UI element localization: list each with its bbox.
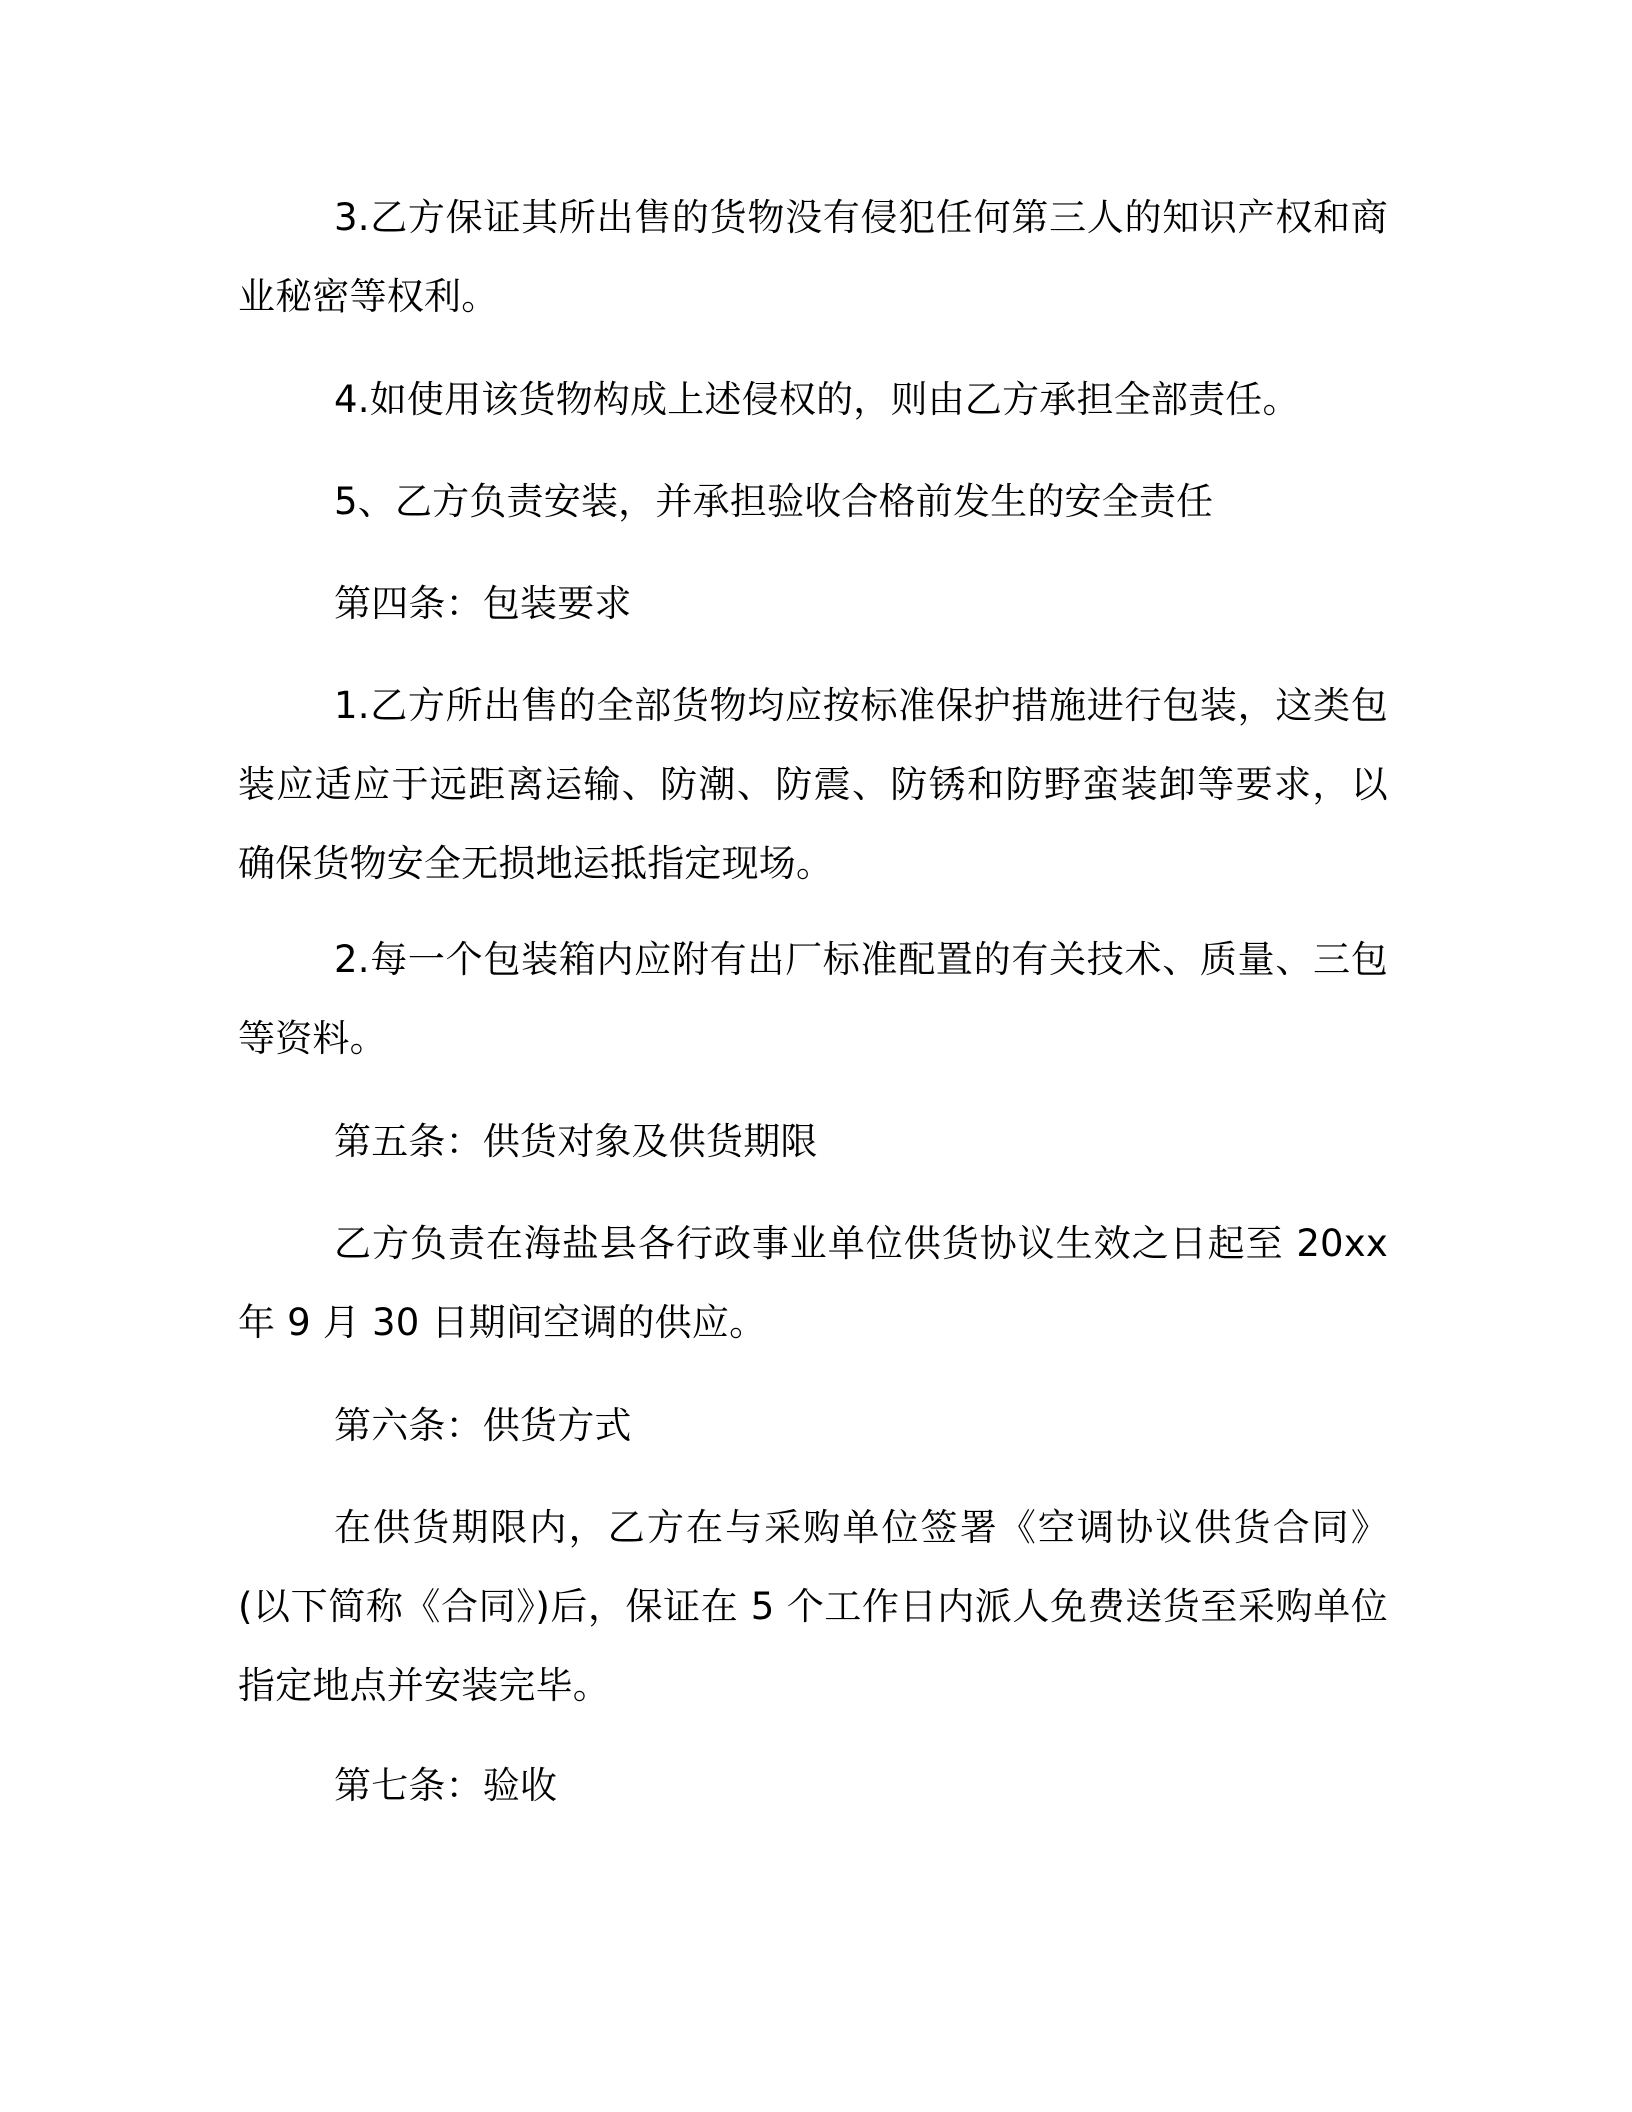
heading-article-7: 第七条：验收 xyxy=(334,1764,558,1807)
paragraph-ip-warranty: 3.乙方保证其所出售的货物没有侵犯任何第三人的知识产权和商业秘密等权利。 xyxy=(238,196,1388,318)
paragraph-packaging-standard: 1.乙方所出售的全部货物均应按标准保护措施进行包装，这类包装应适应于远距离运输、防潮、防震、防锈和防野蛮装卸等要求，以确保货物安全无损地运抵指定现场。 xyxy=(238,684,1388,885)
paragraph-installation-safety: 5、乙方负责安装，并承担验收合格前发生的安全责任 xyxy=(334,480,1214,523)
heading-article-4: 第四条：包装要求 xyxy=(334,582,632,625)
heading-article-6: 第六条：供货方式 xyxy=(334,1404,632,1447)
paragraph-supply-period: 乙方负责在海盐县各行政事业单位供货协议生效之日起至 20xx 年 9 月 30 日期间空调的供应。 xyxy=(238,1222,1388,1344)
paragraph-supply-method: 在供货期限内，乙方在与采购单位签署《空调协议供货合同》(以下简称《合同》)后，保证在 5 个工作日内派人免费送货至采购单位指定地点并安装完毕。 xyxy=(238,1506,1388,1707)
paragraph-packaging-documents: 2.每一个包装箱内应附有出厂标准配置的有关技术、质量、三包等资料。 xyxy=(238,938,1388,1060)
heading-article-5: 第五条：供货对象及供货期限 xyxy=(334,1120,818,1163)
paragraph-infringement-liability: 4.如使用该货物构成上述侵权的，则由乙方承担全部责任。 xyxy=(334,378,1300,421)
